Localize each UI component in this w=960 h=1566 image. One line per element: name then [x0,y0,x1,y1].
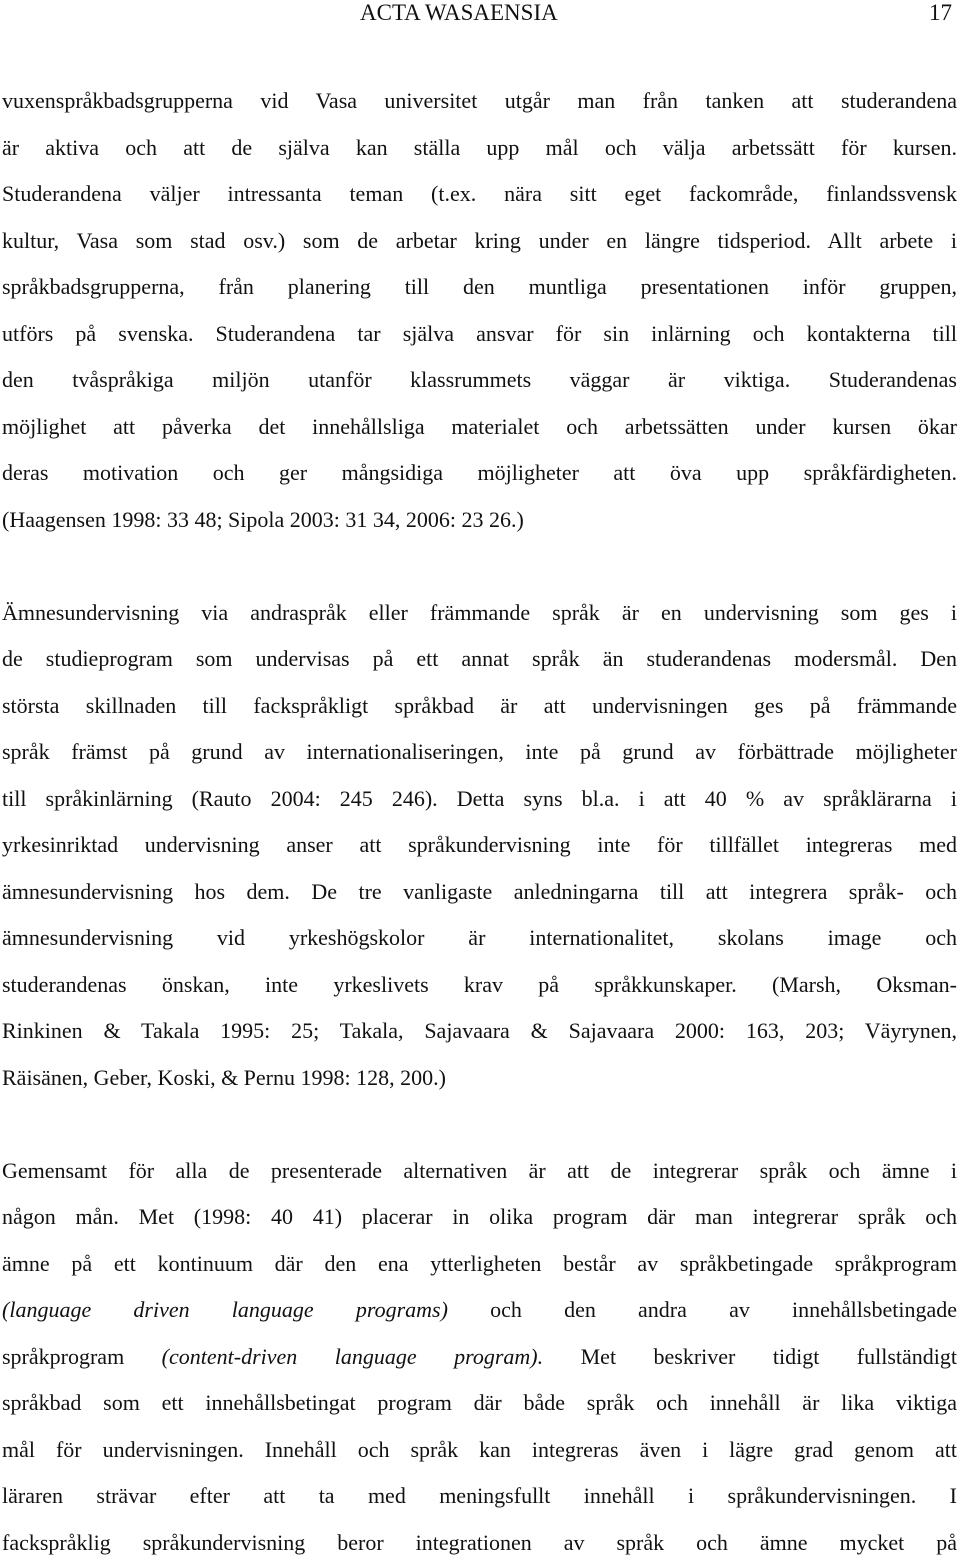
text-line: till språkinlärning (Rauto 2004: 245 246). Detta syns bl.a. i att 40 % av språklärarna i [2,776,957,823]
text-line: Räisänen, Geber, Koski, & Pernu 1998: 128, 200.) [2,1055,957,1102]
text-line: den tvåspråkiga miljön utanför klassrummets väggar är viktiga. Studerandenas [2,357,957,404]
text-line: språk främst på grund av internationaliseringen, inte på grund av förbättrade möjligheter [2,729,957,776]
paragraph [2,590,957,1102]
running-title: ACTA WASAENSIA [360,0,558,26]
text-line: fackspråklig språkundervisning beror integrationen av språk och ämne mycket på [2,1520,957,1566]
text-line: språkbad som ett innehållsbetingat program där både språk och innehåll är lika viktiga [2,1380,957,1427]
text-line: utförs på svenska. Studerandena tar själva ansvar för sin inlärning och kontakterna till [2,311,957,358]
paragraph-gap [2,1101,957,1148]
paragraph-gap [2,543,957,590]
text-line: är aktiva och att de själva kan ställa upp mål och välja arbetssätt för kursen. [2,125,957,172]
italic-term: (language driven language programs) [2,1297,448,1322]
text-line: någon mån. Met (1998: 40 41) placerar in olika program där man integrerar språk och [2,1194,957,1241]
text-line: Ämnesundervisning via andraspråk eller främmande språk är en undervisning som ges i [2,590,957,637]
text-line: ämnesundervisning vid yrkeshögskolor är internationalitet, skolans image och [2,915,957,962]
text-line: vuxenspråkbadsgrupperna vid Vasa universitet utgår man från tanken att studerandena [2,78,957,125]
text-line: mål för undervisningen. Innehåll och språk kan integreras även i lägre grad genom att [2,1427,957,1474]
text-line: studerandenas önskan, inte yrkeslivets krav på språkkunskaper. (Marsh, Oksman- [2,962,957,1009]
text-line: Gemensamt för alla de presenterade alternativen är att de integrerar språk och ämne i [2,1148,957,1195]
body-text [2,78,957,1566]
paragraph [2,1148,957,1566]
page-header [0,0,960,30]
italic-term: (content-driven language program). [162,1344,543,1369]
text-line: språkprogram (content-driven language program). Met beskriver tidigt fullständigt [2,1334,957,1381]
page-number: 17 [929,0,952,26]
text-line: språkbadsgrupperna, från planering till den muntliga presentationen inför gruppen, [2,264,957,311]
text-line: (Haagensen 1998: 33 48; Sipola 2003: 31 34, 2006: 23 26.) [2,497,957,544]
text-line: Studerandena väljer intressanta teman (t.ex. nära sitt eget fackområde, finlandssvensk [2,171,957,218]
text-line: läraren strävar efter att ta med meningsfullt innehåll i språkundervisningen. I [2,1473,957,1520]
paragraph [2,78,957,543]
text-line: möjlighet att påverka det innehållsliga materialet och arbetssätten under kursen ökar [2,404,957,451]
text-line: kultur, Vasa som stad osv.) som de arbetar kring under en längre tidsperiod. Allt arbete i [2,218,957,265]
text-line: yrkesinriktad undervisning anser att språkundervisning inte för tillfället integreras med [2,822,957,869]
text-line: de studieprogram som undervisas på ett annat språk än studerandenas modersmål. Den [2,636,957,683]
text-line: Rinkinen & Takala 1995: 25; Takala, Sajavaara & Sajavaara 2000: 163, 203; Väyrynen, [2,1008,957,1055]
text-line: (language driven language programs) och den andra av innehållsbetingade [2,1287,957,1334]
text-line: största skillnaden till fackspråkligt språkbad är att undervisningen ges på främmande [2,683,957,730]
text-line: deras motivation och ger mångsidiga möjligheter att öva upp språkfärdigheten. [2,450,957,497]
text-line: ämne på ett kontinuum där den ena ytterligheten består av språkbetingade språkprogram [2,1241,957,1288]
text-line: ämnesundervisning hos dem. De tre vanligaste anledningarna till att integrera språk- och [2,869,957,916]
